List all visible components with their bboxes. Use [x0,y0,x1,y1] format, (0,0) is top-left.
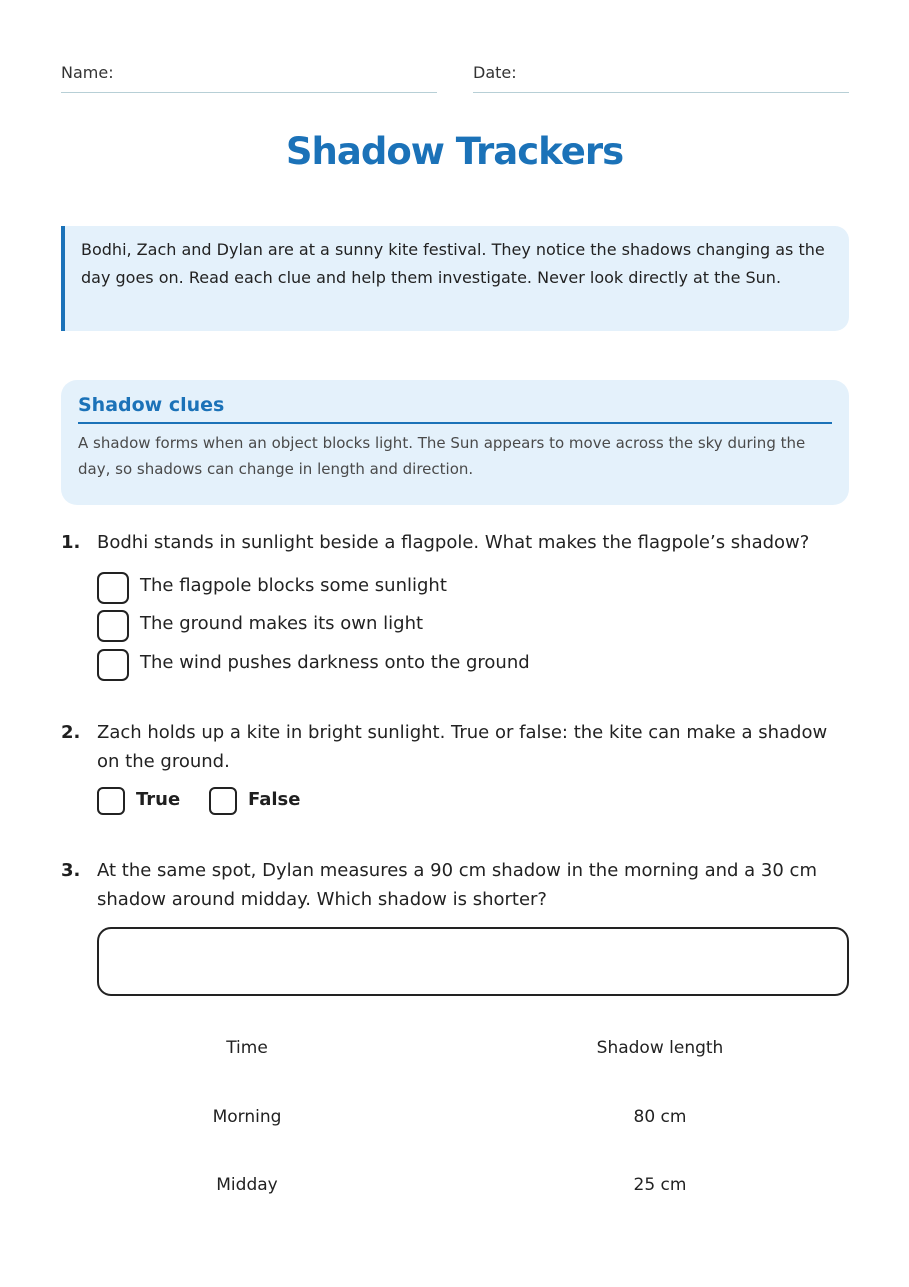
name-field[interactable] [61,62,437,93]
false-label: False [248,789,301,810]
checkbox-icon[interactable] [97,572,129,604]
question-2 [61,718,851,778]
checkbox-icon[interactable] [97,610,129,642]
answer-input[interactable] [97,927,849,996]
intro-text: Bodhi, Zach and Dylan are at a sunny kite festival. They notice the shadows changing as the day goes on. Read each clue and help them investigate. Never look directly at the Sun. [81,240,825,287]
question-text: At the same spot, Dylan measures a 90 cm shadow in the morning and a 30 cm shadow around midday. Which shadow is shorter? [97,860,817,910]
question-number: 2. [61,722,81,743]
table-cell: 80 cm [633,1107,687,1127]
clues-heading: Shadow clues [78,396,832,424]
clues-text: A shadow forms when an object blocks light. The Sun appears to move across the sky during the day, so shadows can change in length and direction. [78,434,806,478]
option-label: The flagpole blocks some sunlight [140,575,447,596]
option-label: The wind pushes darkness onto the ground [140,652,530,673]
date-label: Date: [473,63,517,82]
clues-box [61,380,849,505]
date-field[interactable] [473,62,849,93]
checkbox-icon[interactable] [97,787,125,815]
table-cell: Morning [212,1107,282,1127]
question-text: Zach holds up a kite in bright sunlight. True or false: the kite can make a shadow on the ground. [97,722,828,772]
table-header-time: Time [226,1038,268,1058]
table-cell: Midday [216,1175,278,1195]
question-number: 3. [61,860,81,881]
question-1 [61,528,851,688]
checkbox-icon[interactable] [209,787,237,815]
name-label: Name: [61,63,114,82]
table-header-shadow-length: Shadow length [596,1038,724,1058]
checkbox-icon[interactable] [97,649,129,681]
intro-box [61,226,849,331]
table-cell: 25 cm [633,1175,687,1195]
question-text: Bodhi stands in sunlight beside a flagpole. What makes the flagpole’s shadow? [97,532,810,553]
page-title: Shadow Trackers [285,130,624,173]
option-label: The ground makes its own light [140,613,424,634]
true-label: True [136,789,181,810]
question-number: 1. [61,532,81,553]
question-3 [61,856,851,916]
